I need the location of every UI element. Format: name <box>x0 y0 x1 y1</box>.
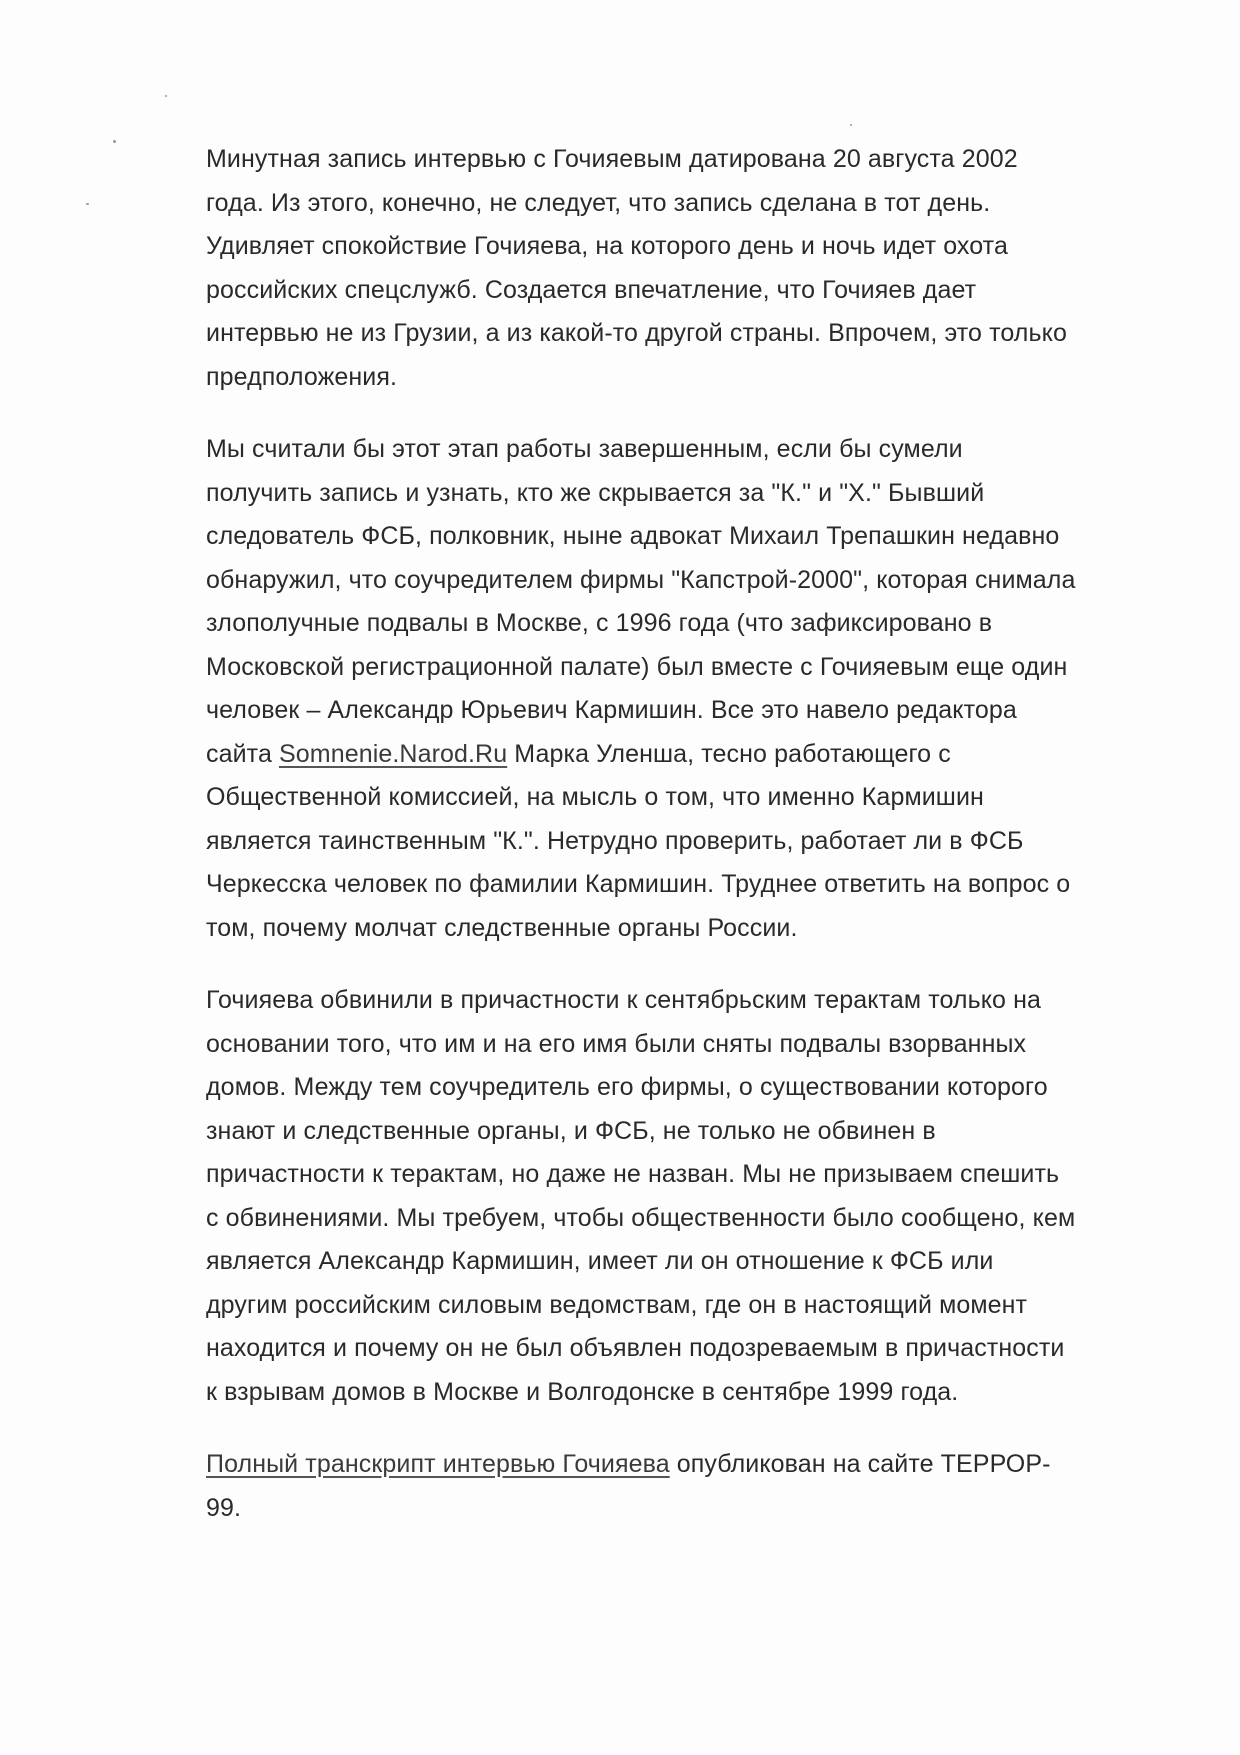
paragraph-spacer <box>206 950 1086 979</box>
text-line: Гочияева обвинили в причастности к сентябрьским терактам только на <box>206 986 1042 1014</box>
document-body <box>206 138 1086 1530</box>
text-line: российских спецслужб. Создается впечатление, что Гочияев дает <box>206 275 977 304</box>
text-fragment: сайта <box>206 739 279 768</box>
text-line: человек – Александр Юрьевич Кармишин. Все это навело редактора <box>206 696 1017 724</box>
text-line: домов. Между тем соучредитель его фирмы, о существовании которого <box>206 1073 1048 1101</box>
paragraph-spacer <box>206 399 1086 428</box>
text-fragment: Марка Уленша, тесно работающего с <box>507 739 951 768</box>
text-line: Удивляет спокойствие Гочияева, на которого день и ночь идет охота <box>206 232 1008 260</box>
text-line: является Александр Кармишин, имеет ли он отношение к ФСБ или <box>206 1247 994 1275</box>
paragraph-4 <box>206 1443 1086 1530</box>
paragraph-2 <box>206 428 1086 950</box>
text-line: с обвинениями. Мы требуем, чтобы общественности было сообщено, кем <box>206 1203 1076 1232</box>
text-line: находится и почему он не был объявлен подозреваемым в причастности <box>206 1334 1065 1362</box>
paragraph-3 <box>206 979 1086 1414</box>
scan-speck <box>165 95 167 97</box>
text-line: предположения. <box>206 362 398 391</box>
scan-speck <box>86 203 89 205</box>
text-line: получить запись и узнать, кто же скрывается за "К." и "Х." Бывший <box>206 478 985 507</box>
text-fragment: опубликован на сайте ТЕРРОР- <box>669 1450 1051 1478</box>
text-line-with-link <box>206 1443 1086 1487</box>
text-line: причастности к терактам, но даже не назван. Мы не призываем спешить <box>206 1160 1060 1188</box>
text-line: знают и следственные органы, и ФСБ, не только не обвинен в <box>206 1116 936 1145</box>
text-line: к взрывам домов в Москве и Волгодонске в сентябре 1999 года. <box>206 1377 959 1406</box>
text-line: злополучные подвалы в Москве, с 1996 года (что зафиксировано в <box>206 609 993 637</box>
text-line: интервью не из Грузии, а из какой-то другой страны. Впрочем, это только <box>206 319 1067 347</box>
text-line: Общественной комиссией, на мысль о том, что именно Кармишин <box>206 783 984 811</box>
text-line: Мы считали бы этот этап работы завершенным, если бы сумели <box>206 435 963 463</box>
paragraph-spacer <box>206 1414 1086 1443</box>
text-line: Минутная запись интервью с Гочияевым датирована 20 августа 2002 <box>206 145 1018 173</box>
text-line-with-link <box>206 733 1086 777</box>
transcript-link[interactable]: Полный транскрипт интервью Гочияева <box>206 1450 670 1478</box>
paragraph-1 <box>206 138 1086 399</box>
text-line: 99. <box>206 1493 242 1522</box>
scan-speck <box>850 124 852 126</box>
text-line: основании того, что им и на его имя были сняты подвалы взорванных <box>206 1029 1027 1058</box>
text-line: том, почему молчат следственные органы России. <box>206 913 798 942</box>
text-line: года. Из этого, конечно, не следует, что запись сделана в тот день. <box>206 188 991 217</box>
text-line: Московской регистрационной палате) был вместе с Гочияевым еще один <box>206 652 1068 681</box>
text-line: является таинственным "К.". Нетрудно проверить, работает ли в ФСБ <box>206 826 1024 855</box>
scan-speck <box>113 140 116 143</box>
text-line: другим российским силовым ведомствам, где он в настоящий момент <box>206 1290 1028 1319</box>
text-line: Черкесска человек по фамилии Кармишин. Труднее ответить на вопрос о <box>206 870 1071 898</box>
text-line: обнаружил, что соучредителем фирмы "Капстрой-2000", которая снимала <box>206 565 1076 594</box>
text-line: следователь ФСБ, полковник, ныне адвокат Михаил Трепашкин недавно <box>206 522 1060 550</box>
somnenie-link[interactable]: Somnenie.Narod.Ru <box>279 739 508 768</box>
